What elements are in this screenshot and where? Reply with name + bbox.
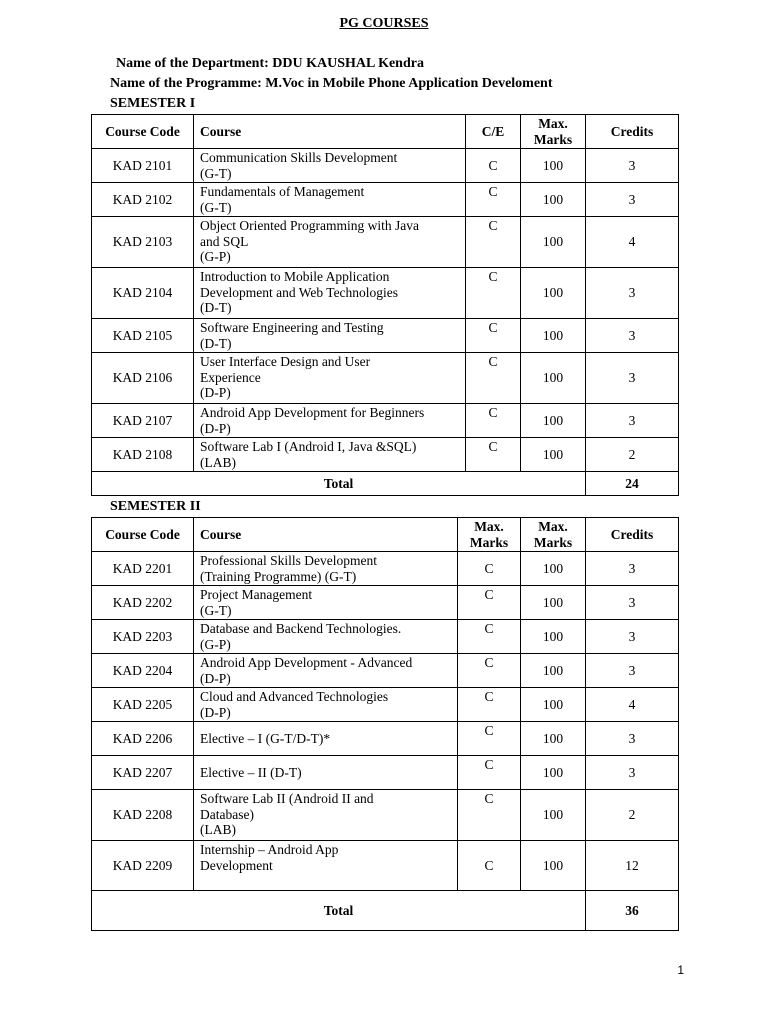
course-code-cell: KAD 2201 [92,552,194,586]
max-marks-cell: 100 [521,722,586,756]
department-name: Name of the Department: DDU KAUSHAL Kendra [116,56,424,71]
course-name-cell [194,268,466,319]
table-row [92,268,679,319]
course-name-line: Cloud and Advanced Technologies [200,689,389,704]
max-marks-cell: 100 [521,149,586,183]
course-name-cell [194,586,458,620]
course-code-cell: KAD 2108 [92,438,194,472]
course-type-cell: C [466,268,521,319]
max-marks-cell: 100 [521,353,586,404]
max-marks-cell: 100 [521,268,586,319]
course-name-line: (LAB) [200,822,236,837]
credits-cell: 12 [586,841,679,891]
course-name-line: Android App Development for Beginners [200,405,425,420]
table-row [92,217,679,268]
credits-cell: 3 [586,319,679,353]
table-row [92,688,679,722]
course-type-cell: C [458,756,521,790]
total-credits: 36 [586,891,679,931]
max-marks-cell: 100 [521,438,586,472]
semester-2-header-row [92,518,679,552]
course-type-cell: C [458,841,521,891]
course-name-line: Elective – II (D-T) [200,764,302,780]
course-name-cell [194,688,458,722]
max-marks-cell: 100 [521,586,586,620]
course-type-cell: C [466,217,521,268]
course-name-line: (G-T) [200,199,232,215]
total-credits: 24 [586,472,679,496]
course-name-cell [194,353,466,404]
course-name-line: Development [200,857,273,873]
header-course: Course [194,518,458,552]
course-name-line: Communication Skills Development [200,150,398,165]
course-name-line: (D-P) [200,670,231,686]
course-name-line: Development and Web Technologies [200,284,399,300]
max-marks-cell: 100 [521,841,586,891]
semester-2-heading: SEMESTER II [110,499,201,514]
course-type-cell: C [458,654,521,688]
table-row [92,654,679,688]
course-code-cell: KAD 2102 [92,183,194,217]
course-name-line: Android App Development - Advanced [200,655,413,670]
credits-cell: 3 [586,756,679,790]
table-row [92,404,679,438]
header-ce: C/E [466,115,521,149]
course-name-line: (G-P) [200,249,231,264]
course-name-line: Database and Backend Technologies. [200,621,402,636]
table-row [92,722,679,756]
table-row [92,620,679,654]
course-name-cell [194,654,458,688]
max-marks-cell: 100 [521,688,586,722]
table-row [92,319,679,353]
max-marks-cell: 100 [521,756,586,790]
semester-1-heading: SEMESTER I [110,96,196,111]
course-name-cell [194,217,466,268]
course-code-cell: KAD 2203 [92,620,194,654]
credits-cell: 3 [586,654,679,688]
course-type-cell: C [466,353,521,404]
course-name-line: Object Oriented Programming with Java [200,218,419,233]
table-row [92,438,679,472]
course-type-cell: C [466,319,521,353]
course-code-cell: KAD 2202 [92,586,194,620]
course-name-cell [194,756,458,790]
course-name-cell [194,183,466,217]
credits-cell: 3 [586,722,679,756]
course-code-cell: KAD 2204 [92,654,194,688]
course-name-line: Software Engineering and Testing [200,320,384,335]
course-name-line: Elective – I (G-T/D-T)* [200,730,331,746]
header-ce: Max. Marks [458,518,521,552]
course-type-cell: C [466,404,521,438]
table-row [92,586,679,620]
max-marks-cell: 100 [521,404,586,438]
course-name-cell [194,790,458,841]
table-row [92,183,679,217]
max-marks-cell: 100 [521,654,586,688]
course-code-cell: KAD 2107 [92,404,194,438]
course-type-cell: C [466,438,521,472]
credits-cell: 4 [586,217,679,268]
course-code-cell: KAD 2105 [92,319,194,353]
course-name-line: Internship – Android App [200,842,339,857]
course-name-line: Fundamentals of Management [200,184,365,199]
course-name-line: (LAB) [200,454,236,470]
credits-cell: 3 [586,552,679,586]
course-name-line: (D-P) [200,704,231,720]
credits-cell: 3 [586,353,679,404]
course-code-cell: KAD 2104 [92,268,194,319]
semester-1-table [91,114,679,496]
credits-cell: 3 [586,586,679,620]
course-name-cell [194,552,458,586]
course-type-cell: C [458,552,521,586]
course-name-line: User Interface Design and User [200,354,371,369]
course-name-cell [194,438,466,472]
semester-1-header-row [92,115,679,149]
course-name-line: Introduction to Mobile Application [200,269,390,284]
table-row [92,552,679,586]
course-type-cell: C [458,620,521,654]
header-credits: Credits [586,518,679,552]
credits-cell: 3 [586,183,679,217]
max-marks-cell: 100 [521,217,586,268]
credits-cell: 2 [586,790,679,841]
course-code-cell: KAD 2101 [92,149,194,183]
course-name-cell [194,319,466,353]
semester-1-total-row [92,472,679,496]
course-name-line: (G-T) [200,165,232,181]
credits-cell: 3 [586,268,679,319]
course-type-cell: C [458,790,521,841]
course-code-cell: KAD 2103 [92,217,194,268]
course-name-cell [194,841,458,891]
course-name-line: Software Lab II (Android II and [200,791,374,806]
credits-cell: 4 [586,688,679,722]
header-max-marks: Max. Marks [521,115,586,149]
course-name-cell [194,620,458,654]
max-marks-cell: 100 [521,319,586,353]
max-marks-cell: 100 [521,552,586,586]
course-code-cell: KAD 2205 [92,688,194,722]
course-name-line: Software Lab I (Android I, Java &SQL) [200,439,417,454]
course-name-line: (D-T) [200,300,232,315]
course-type-cell: C [458,688,521,722]
credits-cell: 3 [586,620,679,654]
max-marks-cell: 100 [521,183,586,217]
semester-2-total-row [92,891,679,931]
course-type-cell: C [466,183,521,217]
course-name-line: (Training Programme) (G-T) [200,568,357,584]
course-name-line: Professional Skills Development [200,553,377,568]
course-name-cell [194,404,466,438]
course-code-cell: KAD 2209 [92,841,194,891]
course-code-cell: KAD 2207 [92,756,194,790]
course-name-line: Project Management [200,587,313,602]
table-row [92,149,679,183]
header-course: Course [194,115,466,149]
total-label: Total [92,472,586,496]
max-marks-cell: 100 [521,620,586,654]
header-credits: Credits [586,115,679,149]
header-max-marks: Max. Marks [521,518,586,552]
course-name-line: (D-P) [200,385,231,400]
course-name-line: (G-P) [200,636,231,652]
programme-name: Name of the Programme: M.Voc in Mobile Phone Application Develoment [110,76,553,91]
course-name-line: Experience [200,369,261,385]
total-label: Total [92,891,586,931]
credits-cell: 3 [586,149,679,183]
table-row [92,353,679,404]
max-marks-cell: 100 [521,790,586,841]
course-code-cell: KAD 2106 [92,353,194,404]
course-name-cell [194,722,458,756]
course-name-line: and SQL [200,233,249,249]
course-code-cell: KAD 2206 [92,722,194,756]
header-course-code: Course Code [92,518,194,552]
credits-cell: 2 [586,438,679,472]
page-title: PG COURSES [339,16,429,31]
course-name-line: (D-P) [200,420,231,436]
table-row [92,790,679,841]
course-type-cell: C [458,586,521,620]
semester-2-table [91,517,679,931]
course-code-cell: KAD 2208 [92,790,194,841]
course-type-cell: C [466,149,521,183]
course-name-line: (D-T) [200,335,232,351]
course-name-cell [194,149,466,183]
table-row [92,756,679,790]
header-course-code: Course Code [92,115,194,149]
credits-cell: 3 [586,404,679,438]
course-name-line: (G-T) [200,602,232,618]
table-row [92,841,679,891]
course-name-line: Database) [200,806,254,822]
page-number: 1 [677,963,684,977]
course-type-cell: C [458,722,521,756]
